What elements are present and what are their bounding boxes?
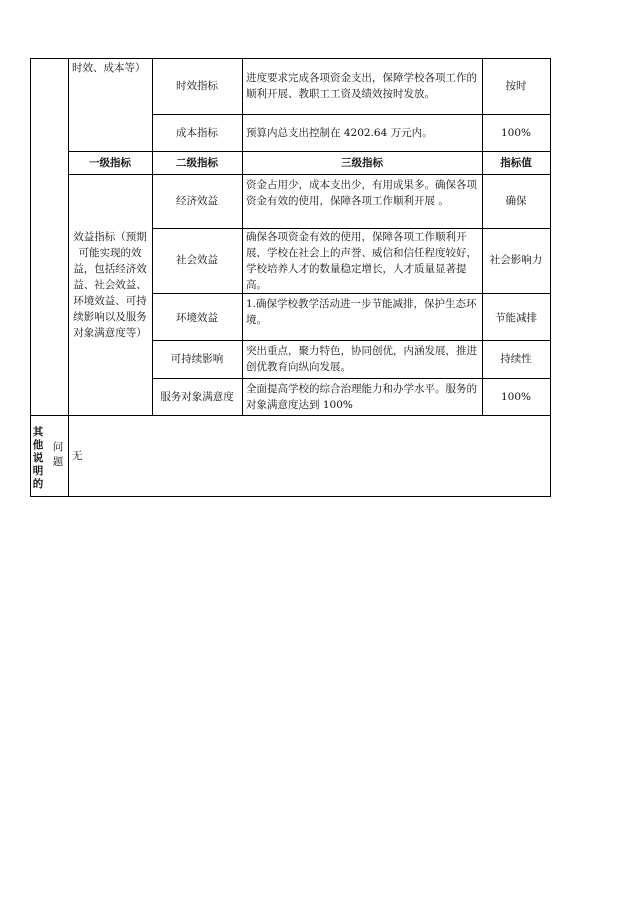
header-level3: 三级指标 [341,157,383,169]
header-value: 指标值 [500,157,532,169]
level2-cell: 成本指标 [176,127,218,139]
row-divider [152,340,550,341]
value-cell: 社会影响力 [489,254,543,266]
other-notes-content: 无 [72,450,83,462]
level2-cell: 环境效益 [176,312,218,324]
level2-cell: 时效指标 [176,80,218,92]
table-left-border [30,58,31,497]
level3-cell: 1.确保学校教学活动进一步节能减排，保护生态环境。 [246,298,477,326]
col-divider [242,58,243,416]
row-divider [152,293,550,294]
value-cell: 持续性 [500,353,532,365]
level2-cell: 可持续影响 [170,353,224,365]
value-cell: 确保 [505,195,527,207]
header-level1: 一级指标 [89,157,131,169]
col-divider [68,58,69,497]
value-cell: 100% [500,127,532,139]
value-cell: 100% [500,391,532,403]
benefit-level1-cell: 效益指标（预期可能实现的效益，包括经济效益、社会效益、环境效益、可持续影响以及服务对象满意度等） [73,231,147,339]
value-cell: 节能减排 [495,312,537,324]
other-notes-sublabel: 问题 [52,441,64,468]
row-divider [68,151,550,152]
value-cell: 按时 [505,80,527,92]
other-notes-label: 其他说明的 [32,426,44,490]
row-divider [30,415,550,416]
row-divider [152,378,550,379]
row-divider [68,174,550,175]
level3-cell: 突出重点，聚力特色，协同创优，内涵发展，推进创优教育向纵向发展。 [246,345,477,373]
level3-cell: 全面提高学校的综合治理能力和办学水平。服务的对象满意度达到 100% [246,383,477,411]
level3-cell: 资金占用少，成本支出少，有用成果多。确保各项资金有效的使用，保障各项工作顺利开展 。 [246,179,477,207]
table-bottom-border [30,496,550,497]
level3-cell: 确保各项资金有效的使用，保障各项工作顺利开展，学校在社会上的声誉、威信和信任程度较好，学校培养人才的数量稳定增长，人才质量显著提高。 [246,231,477,291]
row-divider [152,114,550,115]
level3-cell: 预算内总支出控制在 4202.64 万元内。 [246,127,433,139]
level2-cell: 经济效益 [176,195,218,207]
level3-cell: 进度要求完成各项资金支出，保障学校各项工作的顺利开展、教职工工资及绩效按时发放。 [246,72,477,100]
table-top-border [30,58,550,59]
level2-cell: 社会效益 [176,254,218,266]
header-level2: 二级指标 [176,157,218,169]
level2-cell: 服务对象满意度 [160,391,234,403]
level1-continued-text: 时效、成本等） [72,62,146,74]
table-right-border [550,58,551,497]
